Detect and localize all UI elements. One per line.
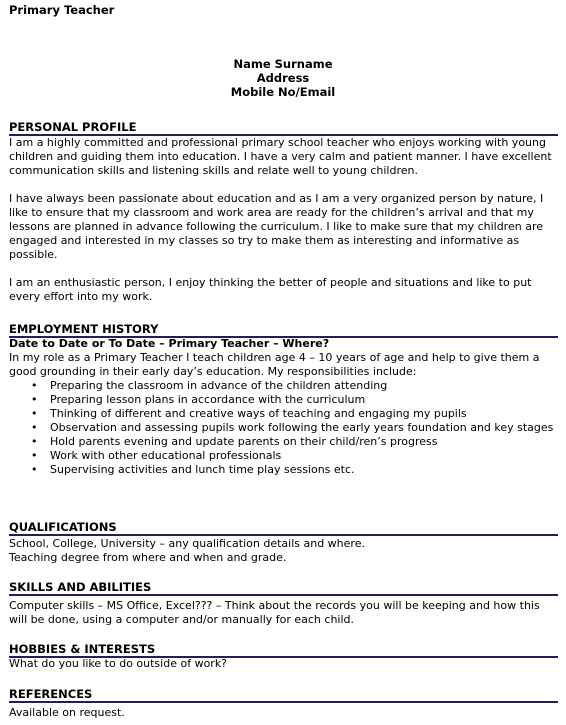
job-intro: In my role as a Primary Teacher I teach children age 4 – 10 years of age and help to give them a good grounding in their early day’s education. My responsibilities include: [9,351,540,378]
references-body [9,706,561,720]
qualifications-heading: QUALIFICATIONS [9,521,558,536]
hobbies-text: What do you like to do outside of work? [9,657,228,670]
document-title: Primary Teacher [9,3,115,17]
hobbies-heading: HOBBIES & INTERESTS [9,643,558,658]
list-item: • Thinking of different and creative ways of teaching and engaging my pupils [31,407,467,420]
bullet-icon: • [31,463,38,476]
bullet-icon: • [31,449,38,462]
bullet-icon: • [31,407,38,420]
hobbies-body [9,657,561,671]
list-item: • Preparing the classroom in advance of the children attending [31,379,388,392]
profile-paragraph-3: I am an enthusiastic person, I enjoy thinking the better of people and situations and like to put every effort into my work. [9,276,532,303]
contact-address: Address [256,71,310,85]
job-title: Date to Date or To Date – Primary Teacher – Where? [9,337,330,350]
skills-body [9,599,561,627]
references-text: Available on request. [9,706,125,719]
list-item: • Hold parents evening and update parents on their child/ren’s progress [31,435,438,448]
list-item: • Supervising activities and lunch time play sessions etc. [31,463,355,476]
qualification-line: Teaching degree from where and when and grade. [9,551,287,564]
contact-mobile-email: Mobile No/Email [230,85,336,99]
list-item: • Observation and assessing pupils work following the early years foundation and key stages [31,421,554,434]
contact-block [0,57,566,99]
bullet-icon: • [31,393,38,406]
personal-profile-body [9,136,561,304]
bullet-icon: • [31,379,38,392]
profile-paragraph-2: I have always been passionate about education and as I am a very organized person by nature, I like to ensure that my classroom and work area are ready for the children’s arrival and that my lessons are planned in advance following the curriculum. I like to make sure that my children are engaged and interested in my classes so try to make them as interesting and informative as possible. [9,192,544,261]
list-item: • Work with other educational professionals [31,449,282,462]
personal-profile-heading: PERSONAL PROFILE [9,121,558,136]
list-item: • Preparing lesson plans in accordance with the curriculum [31,393,366,406]
qualifications-body [9,537,561,565]
bullet-icon: • [31,421,38,434]
responsibilities-list [9,379,561,477]
bullet-icon: • [31,435,38,448]
profile-paragraph-1: I am a highly committed and professional primary school teacher who enjoys working with young children and guiding them into education. I have a very calm and patient manner. I have excellent communication skills and listening skills and relate well to young children. [9,136,552,177]
qualification-line: School, College, University – any qualification details and where. [9,537,365,550]
skills-text: Computer skills – MS Office, Excel??? – Think about the records you will be keeping and how this will be done, using a computer and/or manually for each child. [9,599,540,626]
employment-history-heading: EMPLOYMENT HISTORY [9,323,558,338]
skills-heading: SKILLS AND ABILITIES [9,581,558,596]
employment-history-body [9,337,561,477]
references-heading: REFERENCES [9,688,558,703]
contact-name: Name Surname [233,57,333,71]
